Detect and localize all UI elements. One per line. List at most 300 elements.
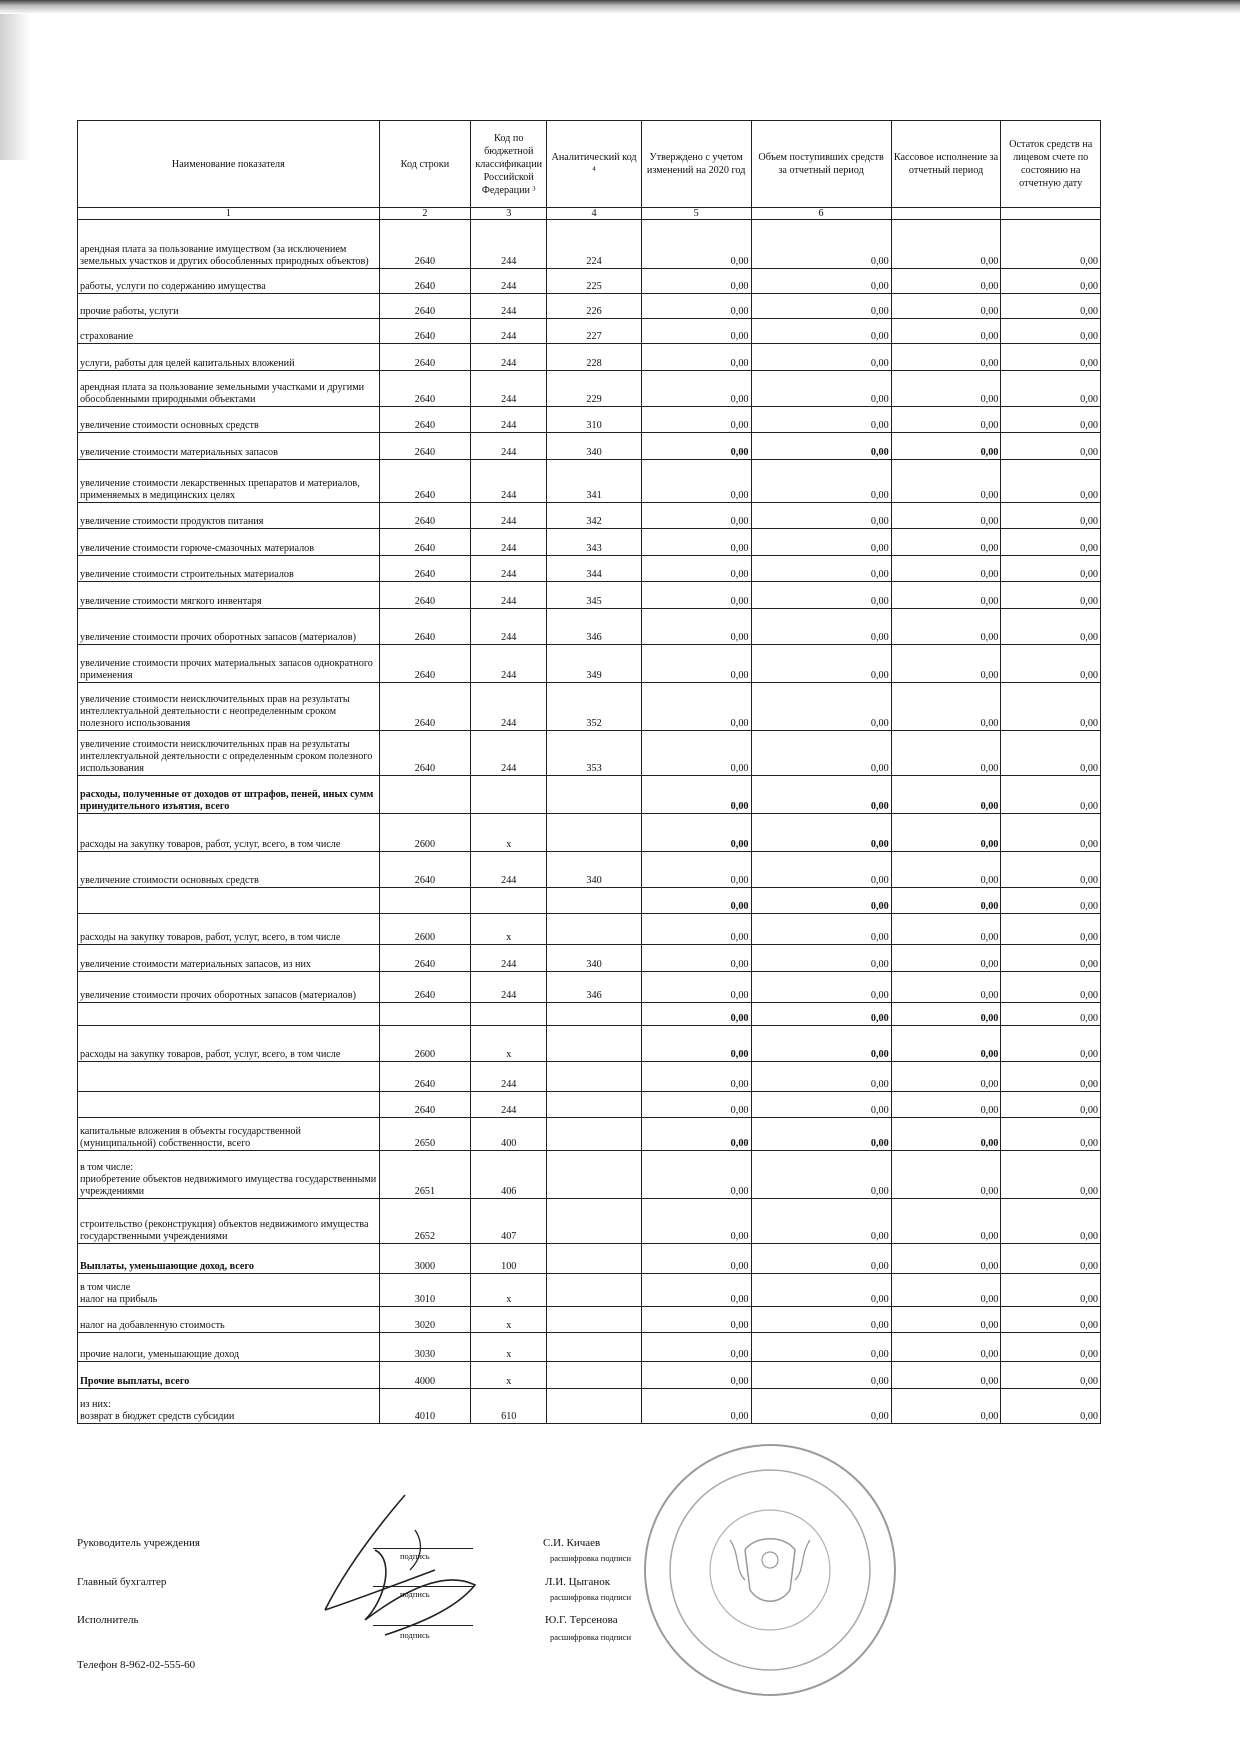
row-value: 0,00 [751, 556, 891, 582]
row-value: 0,00 [751, 945, 891, 972]
row-code: 2640 [379, 582, 470, 609]
row-code: 2652 [379, 1199, 470, 1244]
row-value: 0,00 [1001, 945, 1101, 972]
row-name: увеличение стоимости продуктов питания [78, 503, 380, 529]
row-value: 0,00 [1001, 1092, 1101, 1118]
row-budget-code: 244 [471, 294, 547, 319]
row-value: 0,00 [751, 972, 891, 1003]
handwritten-signature [315, 1490, 485, 1640]
row-name: увеличение стоимости основных средств [78, 852, 380, 888]
row-value: 0,00 [891, 731, 1001, 776]
row-analytic-code [547, 776, 641, 814]
table-row [78, 1062, 1101, 1092]
table-row [78, 945, 1101, 972]
row-value: 0,00 [891, 645, 1001, 683]
row-value: 0,00 [751, 460, 891, 503]
row-value: 0,00 [641, 371, 751, 407]
row-value: 0,00 [641, 556, 751, 582]
table-row [78, 1003, 1101, 1026]
row-name: увеличение стоимости прочих материальных запасов однократного применения [78, 645, 380, 683]
row-value: 0,00 [891, 1199, 1001, 1244]
scan-shadow [0, 0, 30, 160]
row-name: страхование [78, 319, 380, 344]
row-name: налог на добавленную стоимость [78, 1307, 380, 1333]
row-value: 0,00 [641, 319, 751, 344]
col-num: 4 [547, 208, 641, 220]
header-approved: Утверждено с учетом изменений на 2020 год [641, 121, 751, 208]
row-budget-code: x [471, 1333, 547, 1362]
row-value: 0,00 [751, 344, 891, 371]
table-row [78, 972, 1101, 1003]
row-value: 0,00 [1001, 972, 1101, 1003]
row-value: 0,00 [891, 371, 1001, 407]
row-value: 0,00 [751, 319, 891, 344]
row-value: 0,00 [891, 294, 1001, 319]
row-budget-code: 244 [471, 529, 547, 556]
header-analytic-code: Аналитический код ⁴ [547, 121, 641, 208]
row-budget-code [471, 888, 547, 914]
row-budget-code: 244 [471, 344, 547, 371]
row-value: 0,00 [641, 1092, 751, 1118]
row-value: 0,00 [891, 1389, 1001, 1424]
phone: Телефон 8-962-02-555-60 [77, 1659, 196, 1671]
row-value: 0,00 [751, 371, 891, 407]
row-value: 0,00 [1001, 1199, 1101, 1244]
row-code: 2640 [379, 319, 470, 344]
row-name: услуги, работы для целей капитальных вложений [78, 344, 380, 371]
row-analytic-code: 227 [547, 319, 641, 344]
table-row [78, 529, 1101, 556]
row-value: 0,00 [751, 1062, 891, 1092]
row-value: 0,00 [1001, 371, 1101, 407]
row-value: 0,00 [641, 1003, 751, 1026]
row-value: 0,00 [891, 1307, 1001, 1333]
row-value: 0,00 [891, 1003, 1001, 1026]
row-code: 2640 [379, 503, 470, 529]
row-analytic-code: 226 [547, 294, 641, 319]
col-num: 5 [641, 208, 751, 220]
row-code: 2600 [379, 814, 470, 852]
executor-decode-caption: расшифровка подписи [550, 1632, 632, 1642]
row-analytic-code: 229 [547, 371, 641, 407]
row-value: 0,00 [751, 645, 891, 683]
table-row [78, 683, 1101, 731]
row-budget-code: 244 [471, 460, 547, 503]
row-value: 0,00 [891, 1274, 1001, 1307]
row-analytic-code: 343 [547, 529, 641, 556]
row-value: 0,00 [641, 407, 751, 433]
row-value: 0,00 [1001, 503, 1101, 529]
row-value: 0,00 [891, 582, 1001, 609]
official-seal [640, 1440, 900, 1700]
row-budget-code: 244 [471, 731, 547, 776]
row-name: в том числе: приобретение объектов недвижимого имущества государственными учреждениями [78, 1151, 380, 1199]
row-budget-code: x [471, 814, 547, 852]
row-budget-code: 610 [471, 1389, 547, 1424]
row-name [78, 1062, 380, 1092]
row-value: 0,00 [751, 776, 891, 814]
table-row [78, 1274, 1101, 1307]
row-analytic-code [547, 1274, 641, 1307]
table-row [78, 1307, 1101, 1333]
col-num [1001, 208, 1101, 220]
row-value: 0,00 [891, 852, 1001, 888]
table-row [78, 776, 1101, 814]
row-code: 2640 [379, 731, 470, 776]
row-value: 0,00 [1001, 1118, 1101, 1151]
row-analytic-code: 224 [547, 220, 641, 269]
row-budget-code: 244 [471, 433, 547, 460]
row-value: 0,00 [1001, 1244, 1101, 1274]
row-value: 0,00 [1001, 683, 1101, 731]
row-value: 0,00 [641, 609, 751, 645]
row-name: прочие работы, услуги [78, 294, 380, 319]
row-value: 0,00 [891, 503, 1001, 529]
table-row [78, 582, 1101, 609]
row-analytic-code: 346 [547, 609, 641, 645]
row-analytic-code [547, 1151, 641, 1199]
row-value: 0,00 [751, 407, 891, 433]
row-code: 2640 [379, 1092, 470, 1118]
row-name: увеличение стоимости неисключительных прав на результаты интеллектуальной деятельности с определенным сроком полезного использования [78, 731, 380, 776]
row-value: 0,00 [641, 1362, 751, 1389]
row-code: 2640 [379, 529, 470, 556]
row-budget-code: x [471, 1307, 547, 1333]
row-value: 0,00 [1001, 556, 1101, 582]
row-analytic-code: 225 [547, 269, 641, 294]
row-value: 0,00 [1001, 1062, 1101, 1092]
row-value: 0,00 [1001, 1026, 1101, 1062]
row-name: увеличение стоимости мягкого инвентаря [78, 582, 380, 609]
row-value: 0,00 [891, 433, 1001, 460]
row-analytic-code [547, 1362, 641, 1389]
row-analytic-code [547, 1389, 641, 1424]
row-value: 0,00 [751, 1333, 891, 1362]
row-code [379, 888, 470, 914]
report-table [77, 120, 1101, 1424]
row-budget-code: 244 [471, 269, 547, 294]
row-code: 2640 [379, 972, 470, 1003]
row-value: 0,00 [1001, 1274, 1101, 1307]
executor-label: Исполнитель [77, 1614, 139, 1626]
table-row [78, 1389, 1101, 1424]
row-code: 3020 [379, 1307, 470, 1333]
row-value: 0,00 [641, 1244, 751, 1274]
row-value: 0,00 [641, 503, 751, 529]
row-value: 0,00 [641, 460, 751, 503]
table-row [78, 503, 1101, 529]
row-analytic-code: 353 [547, 731, 641, 776]
row-value: 0,00 [891, 1092, 1001, 1118]
row-value: 0,00 [1001, 1333, 1101, 1362]
row-budget-code: 244 [471, 972, 547, 1003]
row-code: 2640 [379, 609, 470, 645]
row-budget-code: 406 [471, 1151, 547, 1199]
row-value: 0,00 [891, 460, 1001, 503]
row-value: 0,00 [891, 556, 1001, 582]
row-budget-code: 244 [471, 645, 547, 683]
table-body [78, 220, 1101, 1424]
table-row [78, 1118, 1101, 1151]
row-name: увеличение стоимости материальных запасов [78, 433, 380, 460]
row-code: 3000 [379, 1244, 470, 1274]
row-value: 0,00 [751, 294, 891, 319]
row-value: 0,00 [641, 220, 751, 269]
row-code: 2600 [379, 1026, 470, 1062]
row-value: 0,00 [641, 529, 751, 556]
row-name: арендная плата за пользование имуществом (за исключением земельных участков и других обособленных природных объектов) [78, 220, 380, 269]
row-value: 0,00 [641, 1389, 751, 1424]
row-analytic-code: 340 [547, 433, 641, 460]
row-name: Прочие выплаты, всего [78, 1362, 380, 1389]
row-value: 0,00 [751, 914, 891, 945]
row-name: увеличение стоимости материальных запасов, из них [78, 945, 380, 972]
row-code: 4010 [379, 1389, 470, 1424]
accountant-sign-caption: подпись [400, 1589, 430, 1599]
row-code: 2640 [379, 294, 470, 319]
row-name: расходы на закупку товаров, работ, услуг, всего, в том числе [78, 914, 380, 945]
row-value: 0,00 [891, 814, 1001, 852]
row-value: 0,00 [1001, 1362, 1101, 1389]
row-code: 2640 [379, 433, 470, 460]
table-row [78, 1362, 1101, 1389]
accountant-name: Л.И. Цыганок [545, 1576, 611, 1588]
header-balance: Остаток средств на лицевом счете по состоянию на отчетную дату [1001, 121, 1101, 208]
accountant-decode-caption: расшифровка подписи [550, 1592, 632, 1602]
row-budget-code: 244 [471, 407, 547, 433]
table-row [78, 731, 1101, 776]
table-row [78, 344, 1101, 371]
head-label: Руководитель учреждения [77, 1537, 200, 1549]
row-budget-code: 244 [471, 319, 547, 344]
row-value: 0,00 [751, 220, 891, 269]
row-value: 0,00 [891, 888, 1001, 914]
row-analytic-code [547, 1062, 641, 1092]
row-value: 0,00 [891, 269, 1001, 294]
row-value: 0,00 [751, 1307, 891, 1333]
row-value: 0,00 [641, 972, 751, 1003]
row-code: 2640 [379, 852, 470, 888]
row-value: 0,00 [641, 888, 751, 914]
row-name [78, 1003, 380, 1026]
table-row [78, 407, 1101, 433]
row-value: 0,00 [1001, 1307, 1101, 1333]
row-value: 0,00 [751, 1092, 891, 1118]
table-row [78, 814, 1101, 852]
row-value: 0,00 [891, 319, 1001, 344]
row-value: 0,00 [641, 344, 751, 371]
row-value: 0,00 [891, 683, 1001, 731]
table-row [78, 914, 1101, 945]
row-name: строительство (реконструкция) объектов недвижимого имущества государственными учреждениями [78, 1199, 380, 1244]
row-value: 0,00 [891, 407, 1001, 433]
col-num: 6 [751, 208, 891, 220]
row-value: 0,00 [751, 1151, 891, 1199]
row-value: 0,00 [751, 1118, 891, 1151]
row-analytic-code [547, 1092, 641, 1118]
row-value: 0,00 [641, 731, 751, 776]
executor-sign-caption: подпись [400, 1630, 430, 1640]
accountant-label: Главный бухгалтер [77, 1576, 167, 1588]
row-value: 0,00 [751, 1026, 891, 1062]
row-value: 0,00 [1001, 645, 1101, 683]
row-value: 0,00 [641, 814, 751, 852]
row-budget-code: 244 [471, 609, 547, 645]
row-analytic-code [547, 1118, 641, 1151]
row-budget-code: 244 [471, 683, 547, 731]
header-budget-code: Код по бюджетной классификации Российской Федерации ³ [471, 121, 547, 208]
row-name: расходы на закупку товаров, работ, услуг, всего, в том числе [78, 1026, 380, 1062]
row-code: 2640 [379, 460, 470, 503]
row-analytic-code: 346 [547, 972, 641, 1003]
row-value: 0,00 [891, 914, 1001, 945]
row-code: 2640 [379, 645, 470, 683]
table-row [78, 371, 1101, 407]
row-value: 0,00 [751, 1199, 891, 1244]
row-name: увеличение стоимости прочих оборотных запасов (материалов) [78, 972, 380, 1003]
table-row [78, 852, 1101, 888]
row-name: увеличение стоимости лекарственных препаратов и материалов, применяемых в медицинских целях [78, 460, 380, 503]
row-value: 0,00 [751, 1244, 891, 1274]
header-cash: Кассовое исполнение за отчетный период [891, 121, 1001, 208]
row-budget-code: 244 [471, 852, 547, 888]
row-value: 0,00 [641, 683, 751, 731]
row-value: 0,00 [1001, 319, 1101, 344]
row-value: 0,00 [641, 294, 751, 319]
row-analytic-code [547, 1003, 641, 1026]
col-num: 2 [379, 208, 470, 220]
row-analytic-code [547, 914, 641, 945]
row-value: 0,00 [1001, 407, 1101, 433]
table-row [78, 460, 1101, 503]
table-row [78, 269, 1101, 294]
row-value: 0,00 [1001, 776, 1101, 814]
row-code: 2640 [379, 344, 470, 371]
row-value: 0,00 [1001, 814, 1101, 852]
row-value: 0,00 [1001, 220, 1101, 269]
row-budget-code: 244 [471, 371, 547, 407]
head-sign-caption: подпись [400, 1551, 430, 1561]
executor-name: Ю.Г. Терсенова [545, 1614, 618, 1626]
row-analytic-code: 342 [547, 503, 641, 529]
header-row [78, 121, 1101, 208]
row-value: 0,00 [751, 814, 891, 852]
head-name: С.И. Кичаев [543, 1537, 601, 1549]
row-analytic-code [547, 1244, 641, 1274]
row-budget-code: x [471, 914, 547, 945]
row-value: 0,00 [891, 1118, 1001, 1151]
row-value: 0,00 [1001, 731, 1101, 776]
row-budget-code [471, 776, 547, 814]
row-value: 0,00 [1001, 1151, 1101, 1199]
row-budget-code: 244 [471, 582, 547, 609]
row-value: 0,00 [1001, 344, 1101, 371]
row-analytic-code: 340 [547, 945, 641, 972]
row-code: 2640 [379, 683, 470, 731]
row-value: 0,00 [891, 220, 1001, 269]
row-analytic-code: 228 [547, 344, 641, 371]
row-code: 2640 [379, 371, 470, 407]
row-name: в том числе налог на прибыль [78, 1274, 380, 1307]
row-value: 0,00 [751, 1389, 891, 1424]
table-row [78, 888, 1101, 914]
row-analytic-code [547, 888, 641, 914]
row-budget-code: 244 [471, 556, 547, 582]
row-name: расходы на закупку товаров, работ, услуг, всего, в том числе [78, 814, 380, 852]
row-code: 2650 [379, 1118, 470, 1151]
row-name: увеличение стоимости строительных материалов [78, 556, 380, 582]
row-value: 0,00 [1001, 529, 1101, 556]
row-value: 0,00 [751, 582, 891, 609]
row-name: работы, услуги по содержанию имущества [78, 269, 380, 294]
row-code: 2640 [379, 1062, 470, 1092]
row-analytic-code [547, 1307, 641, 1333]
row-name: из них: возврат в бюджет средств субсидии [78, 1389, 380, 1424]
table-row [78, 294, 1101, 319]
column-numbers-row [78, 208, 1101, 220]
table-row [78, 1026, 1101, 1062]
row-value: 0,00 [751, 269, 891, 294]
row-value: 0,00 [1001, 433, 1101, 460]
col-num: 1 [78, 208, 380, 220]
row-analytic-code [547, 1199, 641, 1244]
row-budget-code: 244 [471, 945, 547, 972]
row-code [379, 1003, 470, 1026]
row-value: 0,00 [641, 269, 751, 294]
row-name: прочие налоги, уменьшающие доход [78, 1333, 380, 1362]
row-name: увеличение стоимости неисключительных прав на результаты интеллектуальной деятельности с неопределенным сроком полезного использования [78, 683, 380, 731]
table-row [78, 1199, 1101, 1244]
row-name: увеличение стоимости основных средств [78, 407, 380, 433]
row-value: 0,00 [891, 972, 1001, 1003]
head-decode-caption: расшифровка подписи [550, 1553, 632, 1563]
row-name: расходы, полученные от доходов от штрафов, пеней, иных сумм принудительного изъятия, всего [78, 776, 380, 814]
row-value: 0,00 [1001, 1389, 1101, 1424]
row-budget-code: 244 [471, 1062, 547, 1092]
row-name [78, 1092, 380, 1118]
row-name: увеличение стоимости горюче-смазочных материалов [78, 529, 380, 556]
row-name: Выплаты, уменьшающие доход, всего [78, 1244, 380, 1274]
row-name: арендная плата за пользование земельными участками и другими обособленными природными объектами [78, 371, 380, 407]
row-value: 0,00 [1001, 460, 1101, 503]
row-code: 4000 [379, 1362, 470, 1389]
row-budget-code: 244 [471, 503, 547, 529]
row-analytic-code: 345 [547, 582, 641, 609]
table-row [78, 1333, 1101, 1362]
scan-edge [0, 0, 1240, 14]
row-code: 2640 [379, 407, 470, 433]
row-budget-code: 244 [471, 1092, 547, 1118]
table-row [78, 645, 1101, 683]
row-value: 0,00 [641, 1274, 751, 1307]
row-code: 2600 [379, 914, 470, 945]
row-value: 0,00 [891, 529, 1001, 556]
row-value: 0,00 [641, 1333, 751, 1362]
row-analytic-code: 349 [547, 645, 641, 683]
table-row [78, 319, 1101, 344]
row-value: 0,00 [751, 609, 891, 645]
row-budget-code: x [471, 1274, 547, 1307]
row-budget-code: 100 [471, 1244, 547, 1274]
row-name: увеличение стоимости прочих оборотных запасов (материалов) [78, 609, 380, 645]
row-value: 0,00 [641, 1026, 751, 1062]
row-value: 0,00 [1001, 852, 1101, 888]
row-code: 2640 [379, 556, 470, 582]
row-value: 0,00 [751, 683, 891, 731]
row-value: 0,00 [641, 582, 751, 609]
row-value: 0,00 [891, 945, 1001, 972]
row-value: 0,00 [1001, 269, 1101, 294]
